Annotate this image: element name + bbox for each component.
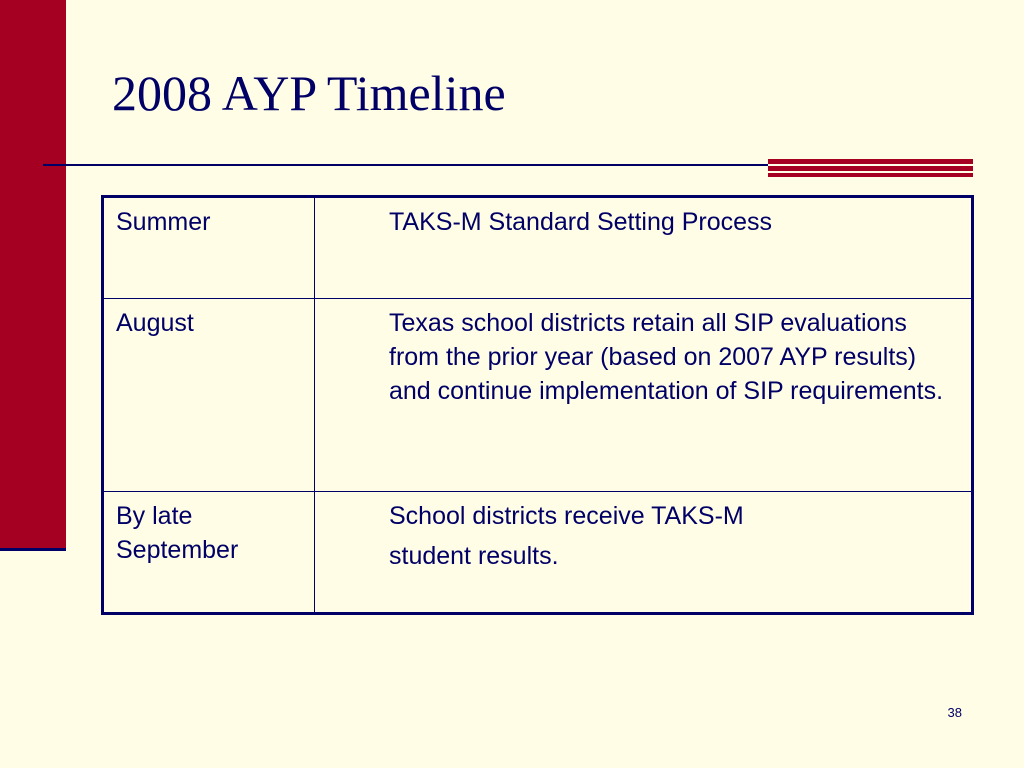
table-row: [103, 492, 973, 614]
event-text: Texas school districts retain all SIP evaluations from the prior year (based on 2007 AYP results) and continue implementation of SIP requirements.: [389, 309, 944, 405]
timeline-date-cell: By late September: [103, 492, 315, 614]
timeline-event-cell: [315, 492, 973, 614]
timeline-date-cell: Summer: [103, 197, 315, 299]
timeline-table: [101, 195, 974, 615]
table-row: [103, 299, 973, 492]
timeline-date-cell: August: [103, 299, 315, 492]
left-accent-bar: [0, 0, 66, 551]
title-accent-block: [768, 159, 973, 177]
timeline-event-cell: [315, 197, 973, 299]
timeline-event-cell: [315, 299, 973, 492]
event-text: School districts receive TAKS-M: [389, 502, 744, 530]
event-text: student results.: [389, 541, 559, 570]
slide-number: 38: [947, 705, 962, 720]
table-row: [103, 197, 973, 299]
event-text: TAKS-M Standard Setting Process: [389, 208, 773, 236]
slide-title: 2008 AYP Timeline: [112, 65, 506, 121]
